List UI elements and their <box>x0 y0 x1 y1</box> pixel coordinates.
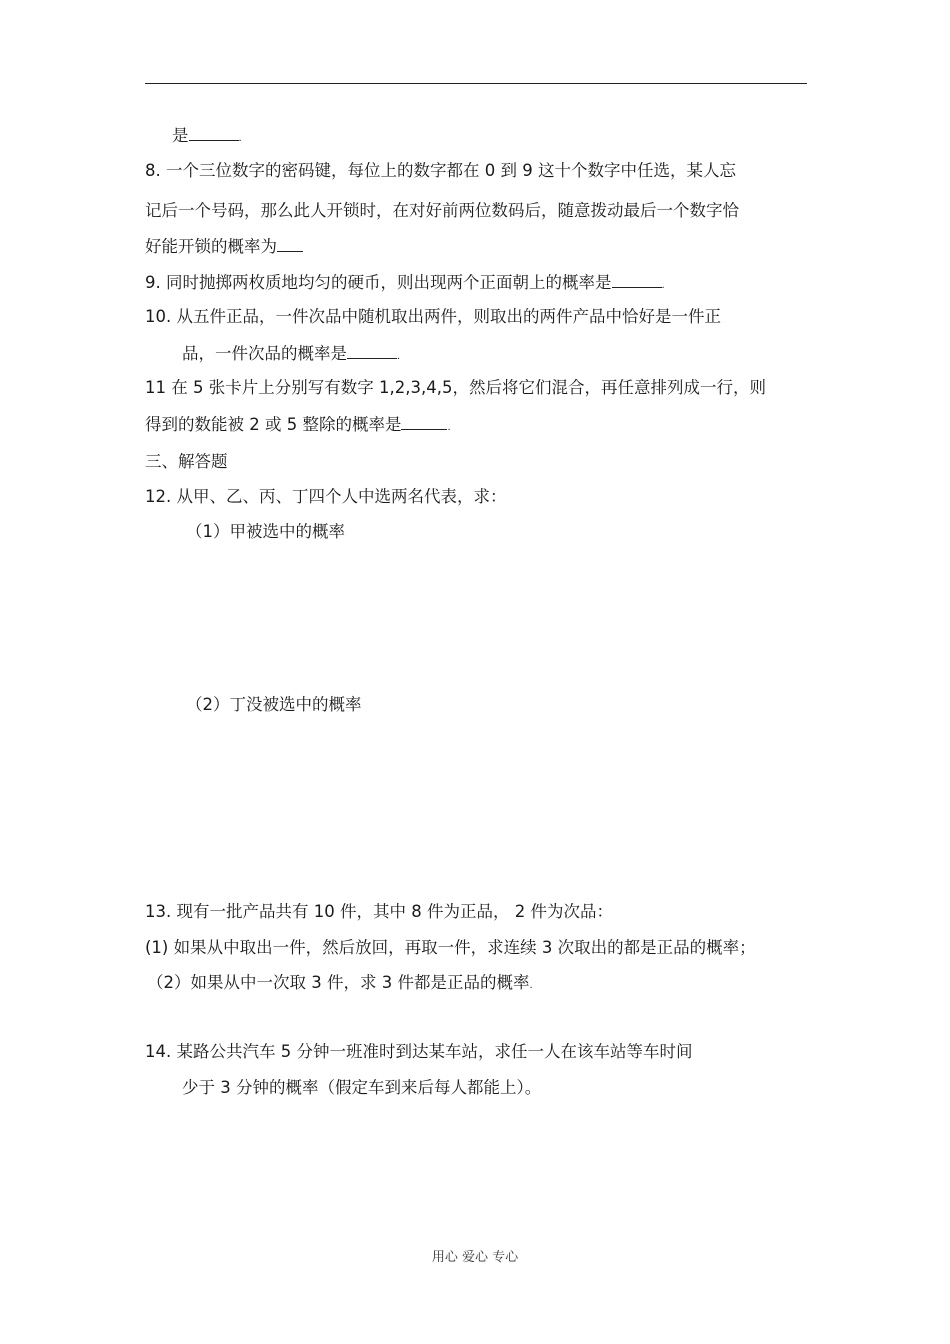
q8-line3 <box>145 235 303 258</box>
end-dot: . <box>238 133 242 144</box>
q10-line1: 10. 从五件正品，一件次品中随机取出两件，则取出的两件产品中恰好是一件正 <box>145 307 721 326</box>
q8-line3-text: 好能开锁的概率为 <box>145 237 277 256</box>
q11-line2-text: 得到的数能被 2 或 5 整除的概率是 <box>145 415 402 434</box>
q9-line <box>145 271 665 297</box>
q11-line2 <box>145 413 451 439</box>
page-footer: 用心 爱心 专心 <box>431 1250 519 1265</box>
q7-tail-line <box>172 124 242 150</box>
answer-blank <box>189 124 239 141</box>
end-dot: . <box>447 422 451 433</box>
q13-stem: 13. 现有一批产品共有 10 件，其中 8 件为正品， 2 件为次品： <box>145 902 613 921</box>
q12-part1: （1）甲被选中的概率 <box>186 522 345 541</box>
answer-blank <box>401 413 447 430</box>
end-dot: . <box>661 280 665 291</box>
q12-part2: （2）丁没被选中的概率 <box>186 695 362 714</box>
end-dot: . <box>397 351 401 362</box>
answer-blank <box>347 342 397 359</box>
q11-line1: 11 在 5 张卡片上分别写有数字 1,2,3,4,5，然后将它们混合，再任意排列成一行，则 <box>145 378 766 397</box>
end-dot: . <box>529 980 533 991</box>
q13-part1: (1) 如果从中取出一件，然后放回，再取一件，求连续 3 次取出的都是正品的概率； <box>145 938 756 957</box>
q13-part2-text: （2）如果从中一次取 3 件，求 3 件都是正品的概率 <box>147 973 530 992</box>
q8-line1: 8. 一个三位数字的密码键，每位上的数字都在 0 到 9 这十个数字中任选，某人忘 <box>145 161 736 180</box>
q9-text: 9. 同时抛掷两枚质地均匀的硬币，则出现两个正面朝上的概率是 <box>145 273 612 292</box>
section-heading: 三、解答题 <box>145 452 228 471</box>
q10-line2 <box>182 342 400 368</box>
q10-line2-text: 品，一件次品的概率是 <box>182 344 347 363</box>
q7-tail-text: 是 <box>172 126 189 145</box>
q12-stem: 12. 从甲、乙、丙、丁四个人中选两名代表，求： <box>145 487 507 506</box>
answer-blank <box>277 235 303 252</box>
answer-blank <box>612 271 662 288</box>
q14-line2: 少于 3 分钟的概率（假定车到来后每人都能上）。 <box>182 1078 542 1097</box>
header-rule <box>145 83 807 84</box>
q13-part2 <box>147 972 533 997</box>
q14-line1: 14. 某路公共汽车 5 分钟一班准时到达某车站，求任一人在该车站等车时间 <box>145 1042 693 1061</box>
q8-line2: 记后一个号码，那么此人开锁时，在对好前两位数码后，随意拨动最后一个数字恰 <box>145 201 739 220</box>
